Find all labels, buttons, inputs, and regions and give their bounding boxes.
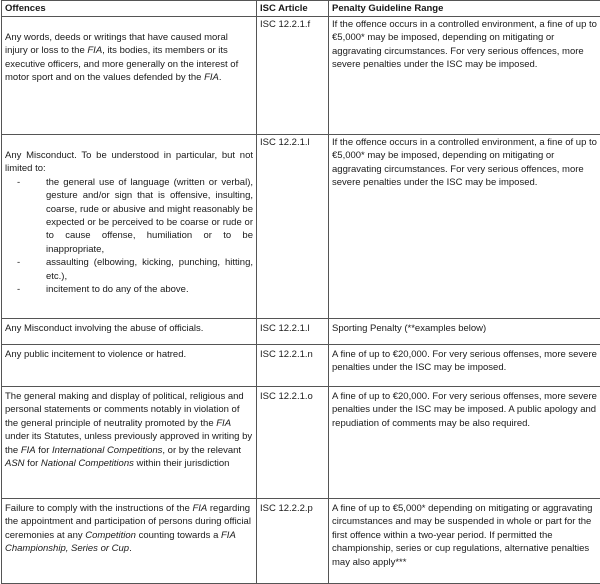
offence-cell xyxy=(2,17,257,135)
offence-text-italic: National Competitions xyxy=(41,458,134,469)
penalty-cell: If the offence occurs in a controlled environment, a fine of up to €5,000* may be imposed, depending on mitigating or aggravating circumstances. For very serious offences, more severe penalties under the ISC may be imposed. xyxy=(329,135,600,319)
offence-text-italic: FIA xyxy=(21,445,36,456)
offence-text: , its bodies, its members or its executive officers, and more generally on the interest of motor sport and on the values defended by the xyxy=(5,45,238,83)
list-item: - assaulting (elbowing, kicking, punching, hitting, etc.), xyxy=(46,256,253,283)
list-item: - incitement to do any of the above. xyxy=(46,283,253,296)
offence-text: The general making and display of political, religious and personal statements or comments notably in violation of the general principle of neutrality promoted by the xyxy=(5,391,244,429)
article-cell: ISC 12.2.1.n xyxy=(257,345,329,387)
offence-text-italic: FIA xyxy=(192,503,207,514)
offence-text: Any Misconduct involving the abuse of officials. xyxy=(5,323,203,334)
offence-text-italic: International Competitions xyxy=(52,445,162,456)
table-row xyxy=(2,135,600,319)
offence-text: , or by the relevant xyxy=(162,445,241,456)
header-offences: Offences xyxy=(2,1,257,17)
offence-text: regarding the appointment and participation of persons during official ceremonies at any xyxy=(5,503,251,541)
penalty-cell: If the offence occurs in a controlled environment, a fine of up to €5,000* may be imposed, depending on mitigating or aggravating circumstances. For very serious offences, more severe penalties under the ISC may be imposed. xyxy=(329,17,600,135)
table-row xyxy=(2,387,600,499)
table-header-row xyxy=(2,1,600,17)
offence-text-italic: ASN xyxy=(5,458,25,469)
offence-text: under its Statutes, unless previously approved in writing by the xyxy=(5,431,252,455)
offence-text-italic: FIA Championship, Series or Cup xyxy=(5,530,235,554)
list-item: - the general use of language (written or verbal), gesture and/or sign that is offensive, insulting, coarse, rude or abusive and might reasonably be expected or be perceived to be coarse or rude or to cause offense, humiliation or to be inappropriate, xyxy=(46,176,253,256)
table-row xyxy=(2,345,600,387)
table-row xyxy=(2,17,600,135)
table-row xyxy=(2,319,600,345)
offence-text: Failure to comply with the instructions of the xyxy=(5,503,192,514)
offence-cell xyxy=(2,499,257,584)
article-cell: ISC 12.2.1.l xyxy=(257,319,329,345)
penalty-cell: A fine of up to €20,000. For very serious offenses, more severe penalties under the ISC may be imposed. xyxy=(329,345,600,387)
offence-cell xyxy=(2,319,257,345)
penalty-cell: Sporting Penalty (**examples below) xyxy=(329,319,600,345)
offence-intro: Any Misconduct. To be understood in particular, but not limited to: xyxy=(5,149,253,176)
offence-text: counting towards a xyxy=(136,530,221,541)
offence-text: . xyxy=(219,72,222,83)
offence-text: Any words, deeds or writings that have caused moral injury or loss to the xyxy=(5,32,228,56)
offence-text-italic: FIA xyxy=(204,72,219,83)
table-row xyxy=(2,499,600,584)
offence-text-italic: FIA xyxy=(216,418,231,429)
offence-text: for xyxy=(36,445,52,456)
offence-text: for xyxy=(25,458,41,469)
penalty-cell: A fine of up to €5,000* depending on mitigating or aggravating circumstances and may be suspended in whole or part for the first offence within a two-year period. If permitted the championship, series or cup regulations, alternative penalties may also apply*** xyxy=(329,499,600,584)
offence-text-italic: Competition xyxy=(85,530,136,541)
offence-text: Any public incitement to violence or hatred. xyxy=(5,349,186,360)
offence-text: . xyxy=(129,543,132,554)
offence-text: within their jurisdiction xyxy=(134,458,230,469)
offence-cell xyxy=(2,135,257,319)
offence-list xyxy=(5,176,253,297)
offence-cell xyxy=(2,345,257,387)
article-cell: ISC 12.2.1.l xyxy=(257,135,329,319)
penalty-cell: A fine of up to €20,000. For very serious offenses, more severe penalties under the ISC may be imposed. A public apology and repudiation of comments may be also required. xyxy=(329,387,600,499)
penalty-guideline-table xyxy=(1,0,600,584)
article-cell: ISC 12.2.2.p xyxy=(257,499,329,584)
article-cell: ISC 12.2.1.o xyxy=(257,387,329,499)
header-penalty-range: Penalty Guideline Range xyxy=(329,1,600,17)
offence-cell xyxy=(2,387,257,499)
header-isc-article: ISC Article xyxy=(257,1,329,17)
offence-text-italic: FIA xyxy=(87,45,102,56)
article-cell: ISC 12.2.1.f xyxy=(257,17,329,135)
